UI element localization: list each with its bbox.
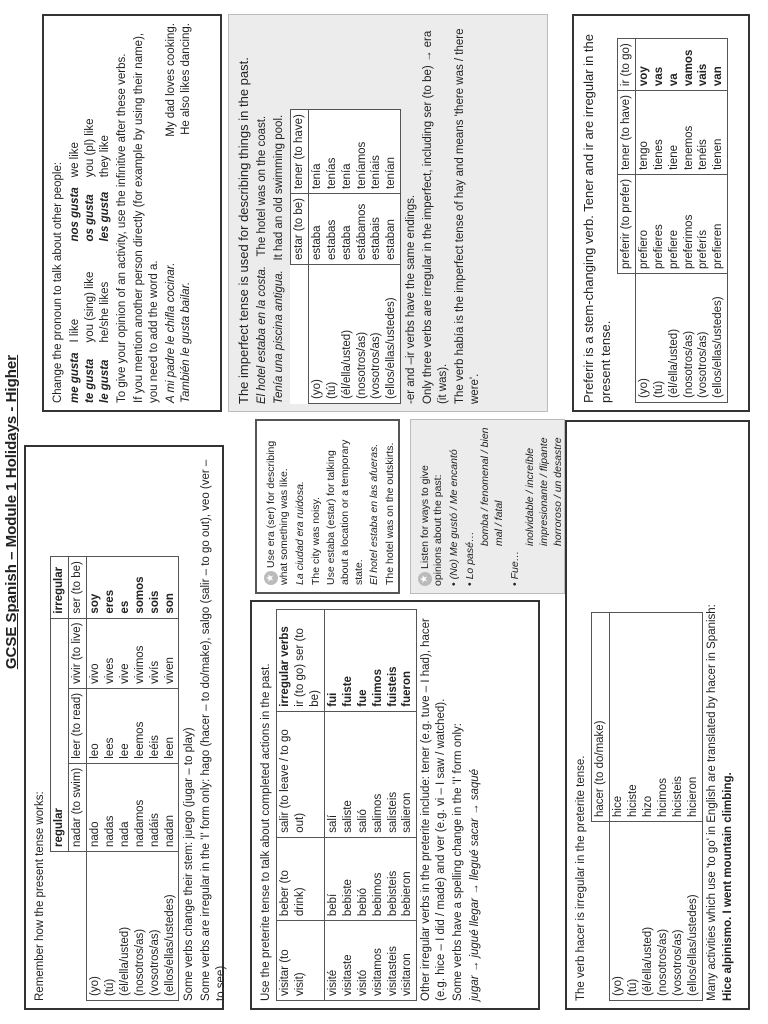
- imperfect-box: [228, 14, 548, 412]
- opinions-b2: Lo pasé…: [463, 531, 476, 580]
- preterite-p1: Other irregular verbs in the preterite include: tener (e.g. tuve – I had), hacer (e.g. hice – I did / made) and ver (e.g. vi – I saw / watched).: [420, 618, 448, 1001]
- present-note-stem: Some verbs change their stem: juego (jugar – to play): [183, 727, 196, 1001]
- opinions-b2-list: bomba / fenomenal / bien mal / fatal: [479, 427, 505, 546]
- gustar-p2: If you mention another person directly (for example by using their name), you need to add the word a.: [132, 32, 160, 403]
- col-tener: tener (to have): [290, 110, 308, 194]
- preferir-forms: prefiero prefieres prefiere preferimos preferís prefieren: [635, 174, 728, 273]
- leer-forms: leo lees lee leemos leéis leen: [86, 688, 179, 763]
- stem-intro: Preferir is a stem-changing verb. Tener and ir are irregular in the present tense.: [581, 34, 613, 403]
- ser-estar-ex2-es: El hotel estaba en las afueras.: [368, 443, 381, 585]
- gustar-left-pronouns: me gusta te gusta le gusta: [68, 352, 111, 403]
- gustar-p1: To give your opinion of an activity, use the infinitive after these verbs.: [115, 53, 128, 403]
- col-preferir: preferir (to prefer): [617, 174, 635, 273]
- opinions-b1: (No) Me gustó / Me encantó: [448, 449, 461, 580]
- gustar-example1-es: A mi padre le chifla cocinar.: [164, 262, 177, 403]
- present-tense-box: [24, 445, 228, 1010]
- imperfect-table: [290, 109, 402, 404]
- nadar-forms: nado nadas nada nadamos nadáis nadan: [86, 763, 179, 851]
- ser-estar-box: [255, 419, 400, 594]
- imperfect-p3: The verb había is the imperfect tense of hay and means 'there was / there were'.: [454, 28, 482, 404]
- ser-estar-ex2-en: The hotel was on the outskirts.: [383, 442, 396, 585]
- col-estar: estar (to be): [290, 194, 308, 265]
- imperfect-p1: -er and –ir verbs have the same endings.: [405, 194, 418, 404]
- imperfect-p2: Only three verbs are irregular in the imperfect, including ser (to be) → era (it was).: [422, 30, 450, 404]
- col-leer: leer (to read): [68, 688, 86, 763]
- estar-forms: estaba estabas estaba estábamos estabais estaban: [308, 194, 401, 265]
- gustar-right-english: we like you (pl) like they like: [68, 118, 111, 178]
- gustar-intro: Change the pronoun to talk about other people:: [52, 161, 64, 403]
- opinions-b3-list: inolvidable / increíble impresionante / flipante horroroso / un desastre: [524, 437, 564, 546]
- present-note-irregular: Some verbs are irregular in the 'I' form only: hago (hacer – to do/make), salgo (salir – to go out), veo (ver – to see): [200, 459, 228, 1001]
- col-ir-ser: irregular verbs ir (to go) ser (to be): [276, 610, 324, 712]
- col-ir: ir (to go): [617, 39, 635, 91]
- col-visitar: visitar (to visit): [276, 921, 324, 1001]
- star-icon: ★: [418, 572, 432, 586]
- gustar-example1-en: My dad loves cooking.: [164, 23, 177, 137]
- ser-estar-ex1-es: La ciudad era ruidosa.: [294, 481, 307, 585]
- hacer-box: [565, 420, 750, 1010]
- ser-estar-ex1-en: The city was noisy.: [309, 497, 322, 585]
- star-icon: ★: [264, 571, 278, 585]
- stem-tener-forms: tengo tienes tiene tenemos tenéis tienen: [635, 91, 728, 175]
- imperfect-intro: The imperfect tense is used for describing things in the past.: [236, 57, 251, 404]
- ser-estar-p2: Use estaba (estar) for talking about a location or a temporary state.: [325, 439, 365, 585]
- page-title: GCSE Spanish – Module 1 Holidays - Higher: [3, 354, 20, 670]
- hacer-pronouns: (yo) (tú) (él/ella/usted) (nosotros/as) (vosotros/as) (ellos/ellas/ustedes): [609, 822, 702, 1001]
- gustar-right-pronouns: nos gusta os gusta les gusta: [68, 187, 111, 242]
- imperfect-ex1-es: El hotel estaba en la costa.: [255, 265, 268, 404]
- preterite-intro: Use the preterite tense to talk about completed actions in the past.: [260, 663, 272, 1001]
- col-salir: salir (to leave / to go out): [276, 711, 324, 837]
- salir-forms: salí saliste salió salimos salisteis salieron: [324, 711, 417, 837]
- imperfect-pronouns: (yo) (tú) (él/ella/usted) (nosotros/as) (vosotros/as) (ellos/ellas/ustedes): [308, 265, 401, 404]
- preterite-p2: Some verbs have a spelling change in the 'I' form only:: [452, 723, 465, 1001]
- visitar-forms: visité visitaste visitó visitamos visitasteis visitaron: [324, 921, 417, 1001]
- hacer-p2: Hice alpinismo. I went mountain climbing.: [722, 772, 735, 1001]
- col-vivir: vivir (to live): [68, 618, 86, 688]
- col-tener: tener (to have): [617, 91, 635, 175]
- col-beber: beber (to drink): [276, 837, 324, 920]
- irregular-header: irregular: [50, 557, 68, 618]
- pronoun-column: (yo) (tú) (él/ella/usted) (nosotros/as) (vosotros/as) (ellos/ellas/ustedes): [86, 852, 179, 1001]
- gustar-example2-es: También le gusta bailar.: [179, 281, 192, 403]
- ser-estar-p1: Use era (ser) for describing what something was like.: [264, 440, 291, 585]
- imperfect-ex2-es: Tenía una piscina antigua.: [272, 270, 285, 404]
- ir-forms: fui fuiste fue fuimos fuisteis fueron: [324, 610, 417, 712]
- col-hacer: hacer (to do/make): [591, 613, 609, 822]
- gustar-left-english: I like you (sing) like he/she likes: [68, 271, 111, 343]
- beber-forms: bebí bebiste bebió bebimos bebisteis bebieron: [324, 837, 417, 920]
- hacer-intro: The verb hacer is irregular in the preterite tense.: [575, 755, 587, 1001]
- regular-header: regular: [50, 618, 68, 851]
- imperfect-ex1-en: The hotel was on the coast.: [255, 115, 268, 257]
- preterite-p3: jugar → jugué llegar → llegué sacar → saqué: [469, 768, 482, 1001]
- present-intro: Remember how the present tense works:: [34, 791, 46, 1001]
- vivir-forms: vivo vives vive vivimos vivís viven: [86, 618, 179, 688]
- stem-changing-box: [572, 14, 750, 412]
- preterite-table: [276, 609, 417, 1001]
- ser-forms: soy eres es somos sois son: [86, 557, 179, 618]
- tener-forms: tenía tenías tenía teníamos teníais tenían: [308, 110, 401, 194]
- hacer-forms: hice hiciste hizo hicimos hicisteis hicieron: [609, 613, 702, 822]
- gustar-box: [42, 14, 222, 412]
- present-table: [50, 556, 180, 1001]
- stem-table: [617, 38, 729, 403]
- gustar-example2-en: He also likes dancing.: [179, 23, 192, 135]
- imperfect-ex2-en: It had an old swimming pool.: [272, 114, 285, 261]
- hacer-table: [591, 612, 703, 1001]
- col-ser: ser (to be): [68, 557, 86, 618]
- hacer-p1: Many activities which use 'to go' in English are translated by hacer in Spanish:: [705, 604, 718, 1001]
- preterite-box: [250, 600, 540, 1010]
- ir-present-forms: voy vas va vamos vais van: [635, 39, 728, 91]
- col-nadar: nadar (to swim): [68, 763, 86, 851]
- opinions-box: ★Listen for ways to give opinions about the past: • (No) Me gustó / Me encantó • Lo pasé… bomba / fenomenal / bien mal / fatal • Fue… inolvidable / increíble impresionante / flipante horroroso / un desastre: [410, 419, 565, 594]
- stem-pronouns: (yo) (tú) (él/ella/usted) (nosotros/as) (vosotros/as) (ellos/ellas/ustedes): [635, 274, 728, 403]
- opinions-b3: Fue…: [508, 550, 521, 580]
- opinions-intro: Listen for ways to give opinions about the past:: [418, 465, 445, 586]
